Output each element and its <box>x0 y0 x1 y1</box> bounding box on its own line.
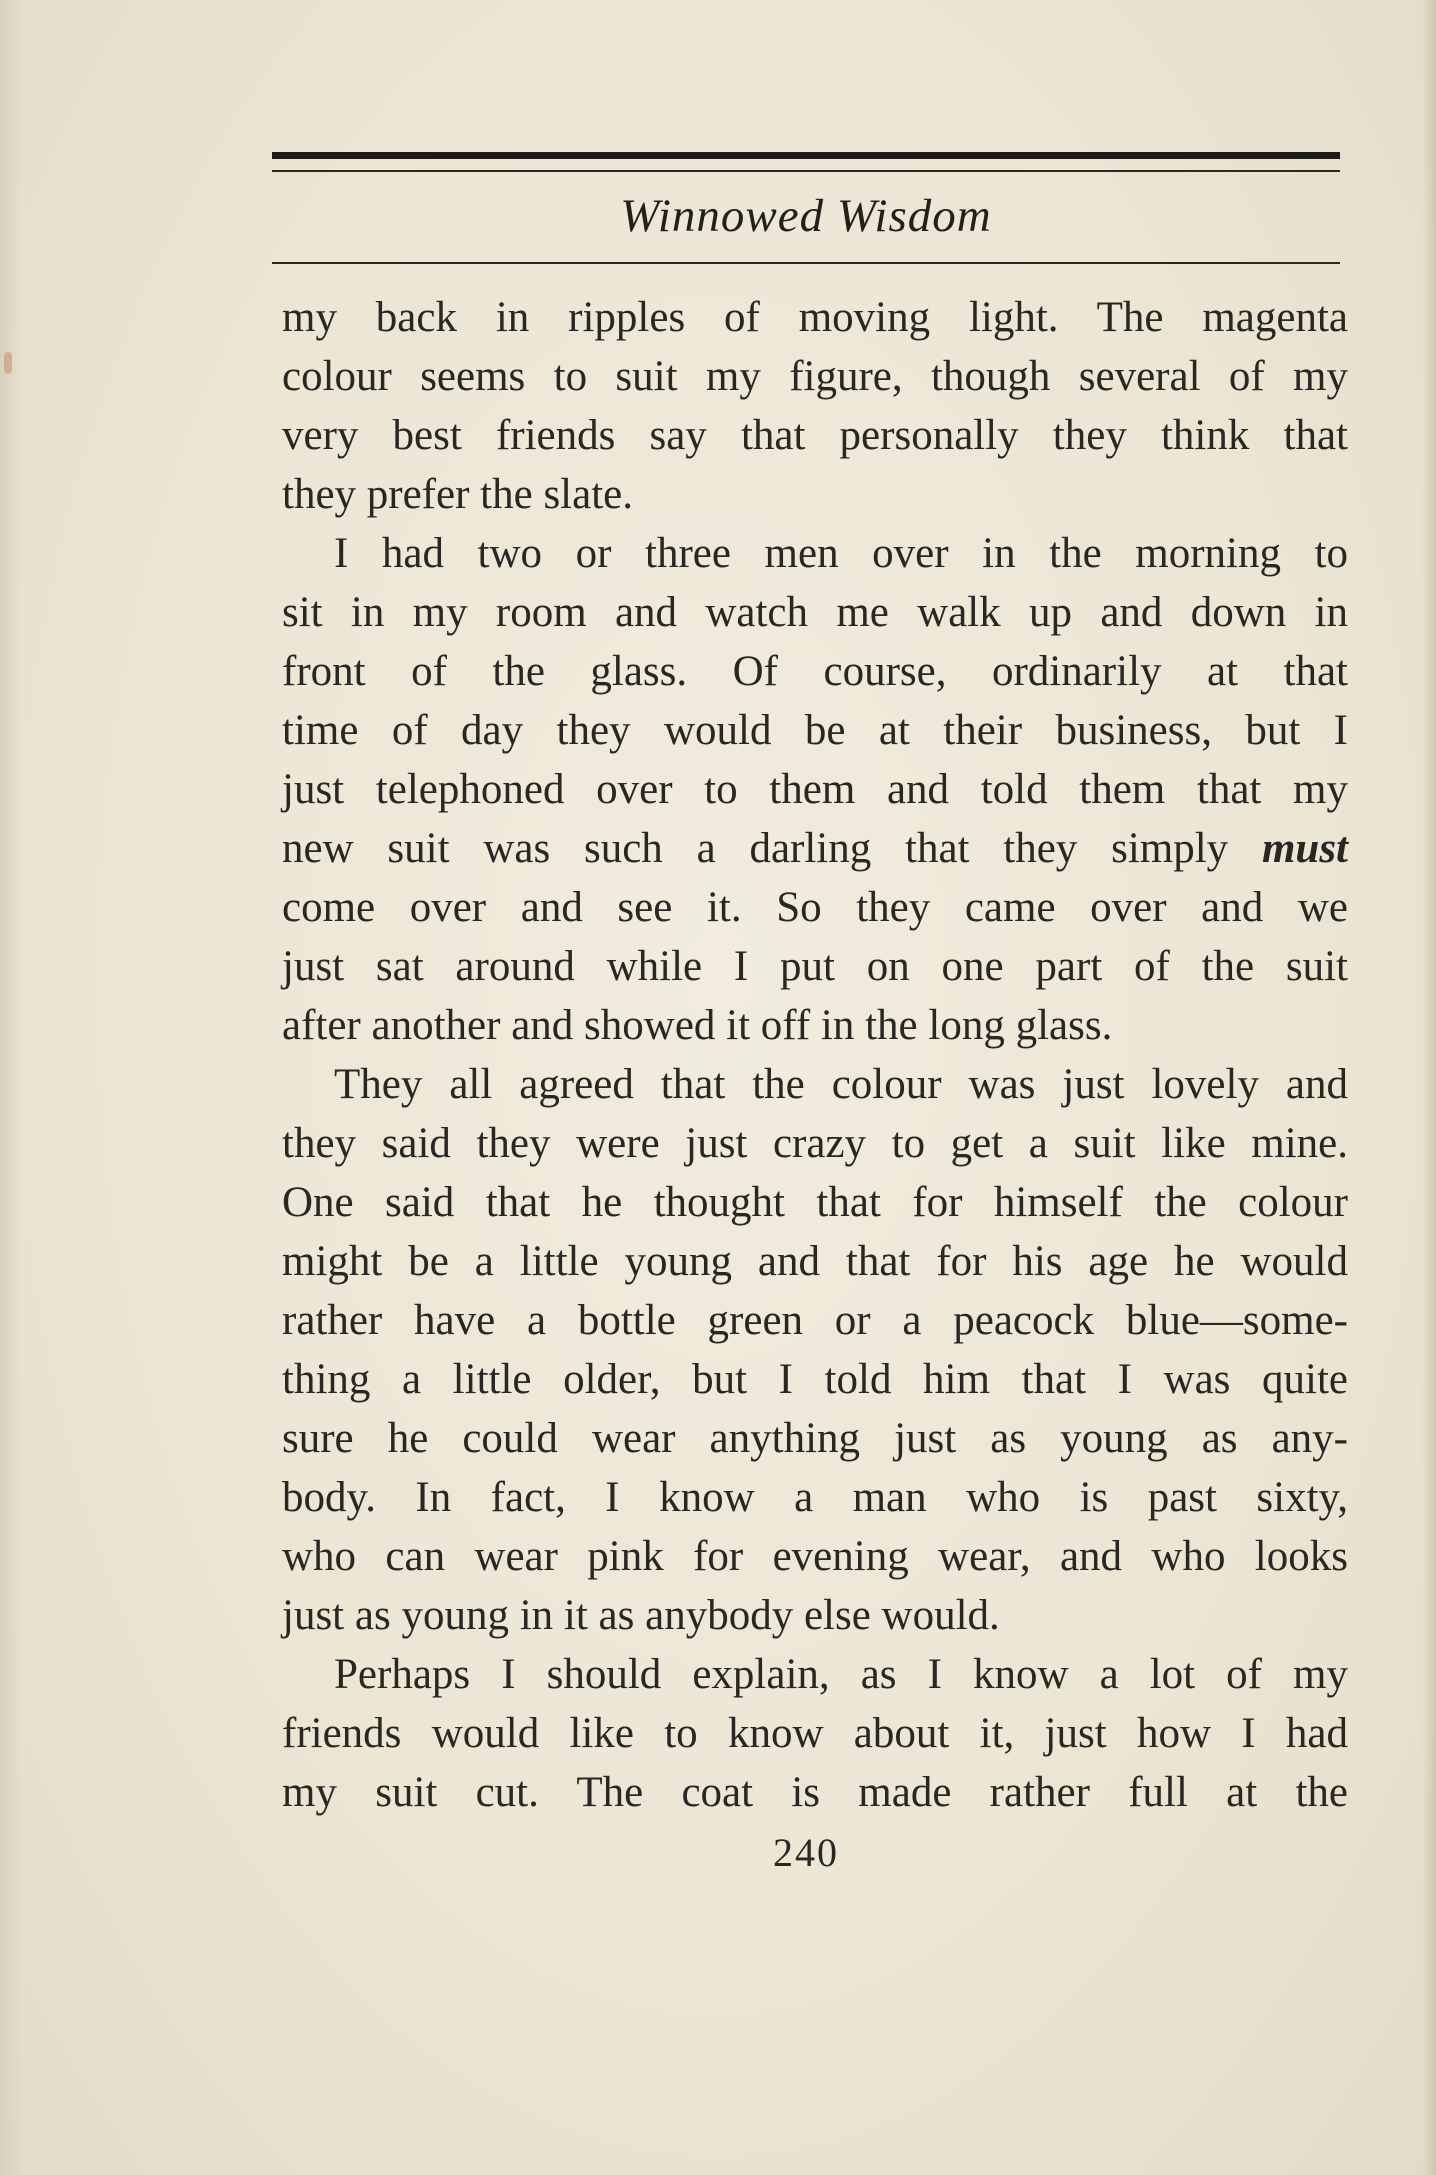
running-head: Winnowed Wisdom <box>620 190 992 242</box>
text-line: thing a little older, but I told him that I was quite <box>282 1356 1348 1403</box>
text-line: very best friends say that personally they think that <box>282 412 1348 459</box>
text-line: they said they were just crazy to get a suit like mine. <box>282 1120 1348 1167</box>
text-line: might be a little young and that for his age he would <box>282 1238 1348 1285</box>
text-line: they prefer the slate. <box>282 471 633 518</box>
header-rule-thick <box>272 152 1340 159</box>
text-line: body. In fact, I know a man who is past sixty, <box>282 1474 1348 1521</box>
text-line: rather have a bottle green or a peacock blue—some- <box>282 1297 1348 1344</box>
text-line: after another and showed it off in the long glass. <box>282 1002 1113 1049</box>
text-line: friends would like to know about it, just how I had <box>282 1710 1348 1757</box>
line-text: new suit was such a darling that they simply <box>282 825 1229 872</box>
text-line: my suit cut. The coat is made rather full at the <box>282 1769 1348 1816</box>
page-edge <box>1422 0 1436 2175</box>
header-rule-thin <box>272 170 1340 172</box>
text-line: time of day they would be at their business, but I <box>282 707 1348 754</box>
text-line: colour seems to suit my figure, though several of my <box>282 353 1348 400</box>
text-line: sure he could wear anything just as young as any- <box>282 1415 1348 1462</box>
text-line: I had two or three men over in the morning to <box>334 530 1348 577</box>
page-number: 240 <box>773 1830 839 1875</box>
paper-stain <box>4 352 12 374</box>
text-line: my back in ripples of moving light. The magenta <box>282 294 1348 341</box>
body-text <box>282 288 1348 1822</box>
text-line: One said that he thought that for himself the colour <box>282 1179 1348 1226</box>
text-line: just sat around while I put on one part of the suit <box>282 943 1348 990</box>
emphasized-word: must <box>1261 825 1348 872</box>
text-line: sit in my room and watch me walk up and down in <box>282 589 1348 636</box>
text-line: who can wear pink for evening wear, and who looks <box>282 1533 1348 1580</box>
text-line: come over and see it. So they came over and we <box>282 884 1348 931</box>
header-rule-bottom <box>272 262 1340 264</box>
text-line-with-emphasis <box>282 819 1348 878</box>
text-line: They all agreed that the colour was just lovely and <box>334 1061 1348 1108</box>
text-line: just telephoned over to them and told them that my <box>282 766 1348 813</box>
text-line: Perhaps I should explain, as I know a lot of my <box>334 1651 1348 1698</box>
text-line: front of the glass. Of course, ordinarily at that <box>282 648 1348 695</box>
text-line: just as young in it as anybody else would. <box>282 1592 1000 1639</box>
gutter-shadow <box>0 0 22 2175</box>
